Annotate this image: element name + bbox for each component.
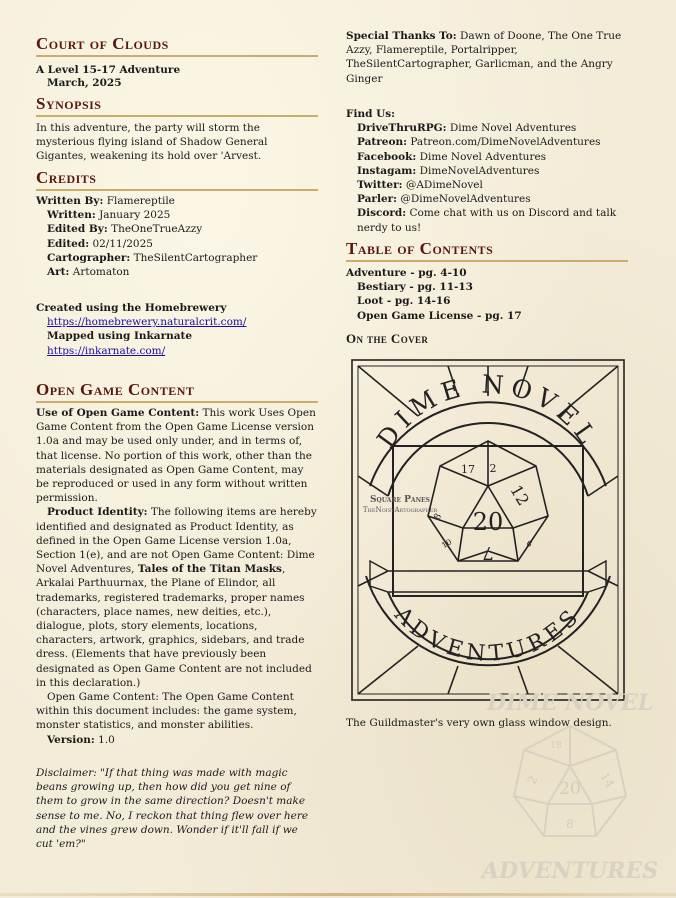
homebrewery-label: Created using the Homebrewery (36, 302, 227, 314)
synopsis-text: In this adventure, the party will storm the mysterious flying island of Shadow General Gigantes, weakening its hold over 'Arvest. (36, 122, 268, 163)
find-us-label: Find Us: (346, 108, 396, 120)
toc-heading: Table of Contents (346, 239, 628, 262)
credits-list (36, 194, 318, 279)
disclaimer: Disclaimer: "If that thing was made with magic beans growing up, then how did you get nine of them to grow in the same direction? Doesn't make sense to me. No, I reckon that thing flew over here and the vines grew down. Wonder if it'll fall if we cut 'em?" (36, 767, 309, 851)
signature-artographer: TheNoisyArtographer (362, 506, 438, 514)
toc-item[interactable]: Adventure - pg. 4-10 (346, 267, 467, 279)
page-title: Court of Clouds (36, 34, 318, 57)
credits-heading: Credits (36, 168, 318, 191)
find-us-parler: Parler: @DimeNovelAdventures (357, 193, 531, 206)
d20-face-10: 10 (440, 537, 454, 551)
watermark-face-18: 18 (550, 741, 562, 751)
ogc-body (36, 406, 318, 747)
cover-art (348, 356, 630, 706)
ogc-use-paragraph: Use of Open Game Content: This work Uses Open Game Content from the Open Game License version 1.0a and may be used only under, and in terms of, that license. No portion of this work, other than the materials designated as Open Game Content, may be reproduced or used in any form without written permission. (36, 407, 316, 505)
d20-face-6: 6 (524, 538, 534, 550)
toc-item[interactable]: Bestiary - pg. 11-13 (357, 281, 473, 294)
watermark-bottom: ADVENTURES (481, 858, 659, 884)
credit-art: Art: Artomaton (47, 266, 130, 279)
adventure-date: March, 2025 (47, 77, 122, 89)
find-us-discord: Discord: Come chat with us on Discord and talk nerdy to us! (357, 207, 617, 234)
d20-face-8: 8 (432, 512, 445, 522)
find-us-instagram: Instagam: DimeNovelAdventures (357, 164, 540, 177)
page-footer-line (0, 893, 676, 896)
watermark-face-8: 8 (566, 817, 574, 831)
toc-list (346, 266, 630, 323)
d20-face-20: 20 (472, 508, 504, 536)
find-us-facebook: Facebook: Dime Novel Adventures (357, 150, 547, 163)
cover-arc-top: DIME NOVEL (371, 369, 605, 454)
watermark-logo (470, 686, 670, 886)
watermark-face-2: 2 (524, 773, 541, 787)
find-us-twitter: Twitter: @ADimeNovel (357, 179, 483, 192)
credit-edited-by: Edited By: TheOneTrueAzzy (47, 223, 203, 236)
d20-face-2: 2 (489, 462, 497, 475)
ogc-product-identity: Product Identity: The following items are hereby identified and designated as Product Identity, as defined in the Open Game License version 1.0a, Section 1(e), and are not Open Game Content: Dime Novel Adventures, Tales of the Titan Masks, Arkalai Parthuurnax, the Plane of Elindor, all trademarks, registered trademarks, proper names (characters, place names, new deities, etc.), dialogue, plots, story elements, locations, characters, artwork, graphics, sidebars, and trade dress. (Elements that have previously been designated as Open Game Content are not included in this declaration.) (36, 506, 317, 689)
toc-item[interactable]: Loot - pg. 14-16 (357, 295, 451, 308)
cover-heading: On the Cover (346, 331, 429, 346)
d20-face-7: 7 (482, 542, 494, 563)
special-thanks: Special Thanks To: Dawn of Doone, The One True Azzy, Flamereptile, Portalripper, TheSilentCartographer, Garlicman, and the Angry Ginger (346, 30, 622, 85)
credit-cartographer: Cartographer: TheSilentCartographer (47, 251, 258, 264)
watermark-face-14: 14 (597, 769, 618, 791)
d20-face-17: 17 (461, 463, 475, 476)
toc-item[interactable]: Open Game License - pg. 17 (357, 309, 522, 322)
credit-written-by: Written By: Flamereptile (36, 195, 175, 207)
d20-face-12: 12 (506, 481, 534, 509)
ogc-content-paragraph: Open Game Content: The Open Game Content within this document includes: the game system, monster statistics, and monster abilities. (36, 691, 297, 732)
signature-square-panes: Square Panes (370, 495, 430, 505)
tools-block (36, 301, 318, 358)
find-us-patreon: Patreon: Patreon.com/DimeNovelAdventures (357, 136, 601, 149)
credit-edited: Edited: 02/11/2025 (47, 237, 153, 250)
watermark-top: DIME NOVEL (486, 690, 654, 716)
cover-arc-bottom: ADVENTURES (389, 602, 587, 668)
credit-written: Written: January 2025 (47, 209, 171, 222)
inkarnate-link[interactable]: https://inkarnate.com/ (47, 344, 166, 357)
inkarnate-label: Mapped using Inkarnate (47, 330, 193, 343)
ogc-heading: Open Game Content (36, 380, 318, 403)
synopsis-heading: Synopsis (36, 94, 318, 117)
adventure-level: A Level 15-17 Adventure (36, 64, 181, 76)
find-us (346, 107, 630, 235)
cover-caption: The Guildmaster's very own glass window design. (346, 717, 612, 729)
homebrewery-link[interactable]: https://homebrewery.naturalcrit.com/ (47, 316, 247, 329)
watermark-face-20: 20 (559, 779, 581, 799)
find-us-drivethrurpg: DriveThruRPG: Dime Novel Adventures (357, 122, 577, 135)
ogc-version: Version: 1.0 (47, 733, 115, 746)
